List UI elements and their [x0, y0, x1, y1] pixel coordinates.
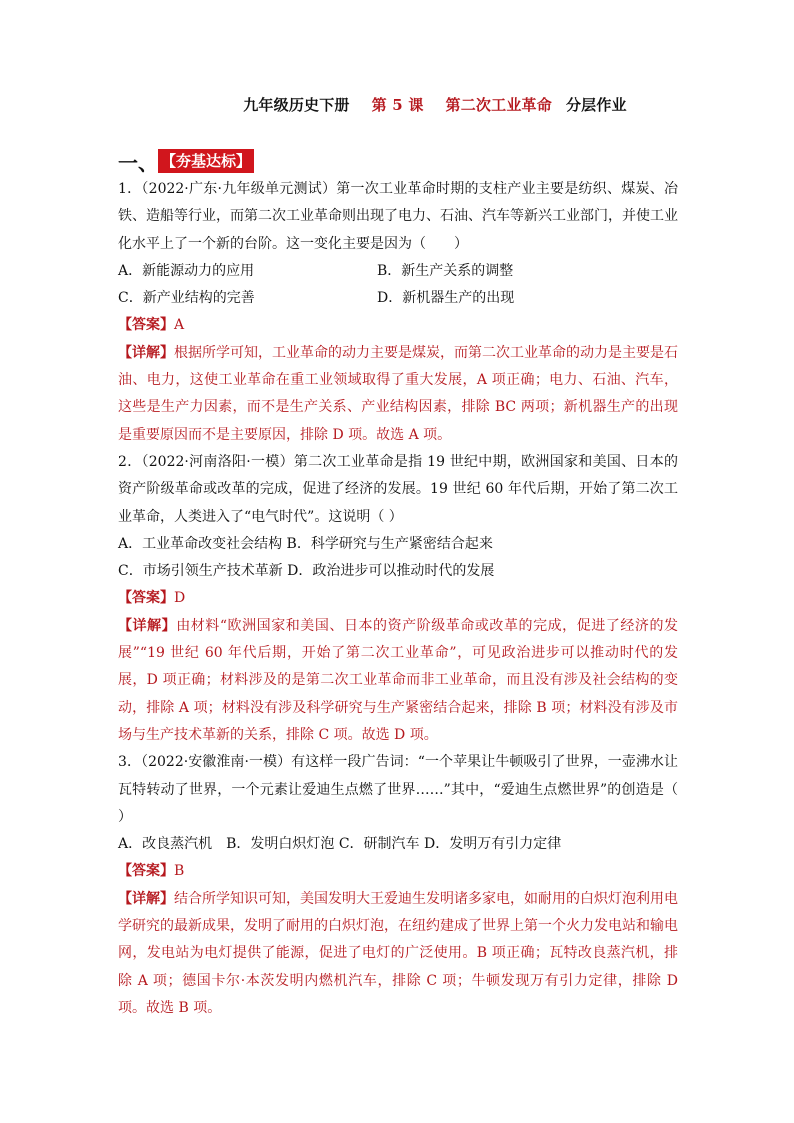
question-stem: 2．（2022·河南洛阳·一模）第二次工业革命是指 19 世纪中期，欧洲国家和美国、日本的资产阶级革命或改革的完成，促进了经济的发展。19 世纪 60 年代后期，开始了第二次工业革命，人类进入了“电气时代”。这说明（ ） [118, 453, 678, 525]
question-stem: 3．（2022·安徽淮南·一模）有这样一段广告词：“一个苹果让牛顿吸引了世界，一壶沸水让瓦特转动了世界，一个元素让爱迪生点燃了世界……”其中，“爱迪生点燃世界”的创造是（ ） [118, 754, 678, 825]
question-3 [118, 749, 678, 1022]
explanation-label: 【详解】 [118, 344, 174, 361]
question-1 [118, 176, 678, 449]
section-number: 一、 [118, 150, 158, 175]
title-grade-book: 九年级历史下册 [243, 96, 350, 114]
option-line-ab: A．工业革命改变社会结构 B．科学研究与生产紧密结合起来 [118, 535, 493, 552]
worksheet-page [118, 94, 678, 1022]
explanation-text: 根据所学可知，工业革命的动力主要是煤炭，而第二次工业革命的动力是主要是石油、电力，这使工业革命在重工业领域取得了重大发展，A 项正确；电力、石油、汽车，这些是生产力因素，而不是生产关系、产业结构因素，排除 BC 两项；新机器生产的出现是重要原因而不是主要原因，排除 D 项。故选 A 项。 [118, 344, 678, 443]
answer-line [118, 312, 678, 339]
answer-label: 【答案】 [118, 590, 174, 607]
option-c: C．新产业结构的完善 [118, 290, 255, 307]
explanation [118, 613, 678, 749]
answer-line [118, 858, 678, 885]
option-b: B．新生产关系的调整 [377, 262, 514, 279]
explanation-label: 【详解】 [118, 890, 174, 907]
answer-line [118, 585, 678, 612]
explanation-label: 【详解】 [118, 617, 177, 634]
title-lesson-name: 第二次工业革命 [445, 96, 552, 114]
section-heading [118, 148, 678, 174]
option-line-cd: C．市场引领生产技术革新 D．政治进步可以推动时代的发展 [118, 563, 495, 580]
explanation [118, 340, 678, 449]
page-title [192, 94, 678, 115]
answer-label: 【答案】 [118, 317, 174, 334]
answer-value: B [174, 863, 185, 880]
question-options [118, 258, 678, 313]
explanation [118, 886, 678, 1022]
title-lesson-number: 第 5 课 [371, 96, 424, 114]
answer-value: D [174, 590, 186, 607]
option-d: D．新机器生产的出现 [377, 290, 515, 307]
title-homework-type: 分层作业 [565, 96, 627, 114]
section-badge: 【夯基达标】 [158, 149, 254, 173]
option-a: A．新能源动力的应用 [118, 262, 255, 279]
explanation-text: 由材料“欧洲国家和美国、日本的资产阶级革命或改革的完成，促进了经济的发展”“19 世纪 60 年代后期，开始了第二次工业革命”，可见政治进步可以推动时代的发展，D 项正确；材料涉及的是第二次工业革命而非工业革命，而且没有涉及社会结构的变动，排除 A 项；材料没有涉及科学研究与生产紧密结合起来，排除 B 项；材料没有涉及市场与生产技术革新的关系，排除 C 项。故选 D 项。 [118, 617, 679, 743]
question-stem: 1．（2022·广东·九年级单元测试）第一次工业革命时期的支柱产业主要是纺织、煤炭、冶铁、造船等行业，而第二次工业革命则出现了电力、石油、汽车等新兴工业部门，并使工业化水平上了一个新的台阶。这一变化主要是因为（ ） [118, 181, 678, 252]
answer-label: 【答案】 [118, 863, 174, 880]
explanation-text: 结合所学知识可知，美国发明大王爱迪生发明诸多家电，如耐用的白炽灯泡利用电学研究的最新成果，发明了耐用的白炽灯泡，在纽约建成了世界上第一个火力发电站和输电网，发电站为电灯提供了能源，促进了电灯的广泛使用。B 项正确；瓦特改良蒸汽机，排除 A 项；德国卡尔·本茨发明内燃机汽车，排除 C 项；牛顿发现万有引力定律，排除 D 项。故选 B 项。 [118, 890, 678, 1016]
answer-value: A [174, 317, 185, 334]
question-2 [118, 449, 678, 749]
option-line-abcd: A．改良蒸汽机 B．发明白炽灯泡 C．研制汽车 D．发明万有引力定律 [118, 836, 562, 853]
